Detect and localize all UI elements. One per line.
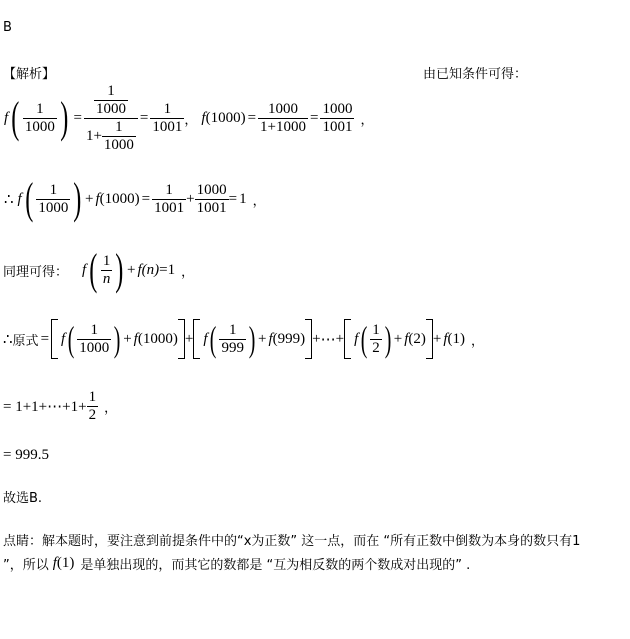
fraction (219, 322, 246, 357)
f-symbol: f (133, 330, 138, 347)
right-paren: ) (248, 319, 256, 359)
same-reason-text: 同理可得： (3, 264, 69, 280)
plus: + (393, 330, 403, 347)
denominator: 1001 (154, 199, 185, 216)
equals: = (159, 261, 168, 278)
equals: = (139, 109, 149, 126)
equation-2 (4, 176, 266, 222)
left-paren: ( (11, 93, 20, 142)
plus: + (257, 330, 267, 347)
fraction (320, 101, 354, 136)
denominator: n (102, 270, 111, 287)
inner-fraction (94, 83, 128, 118)
right-paren: ) (113, 319, 121, 359)
denominator: 999 (221, 339, 244, 356)
equation-1 (4, 78, 374, 158)
left-paren: ( (25, 174, 34, 223)
left-paren: ( (210, 319, 217, 359)
comma: ， (181, 264, 195, 280)
arg-n: (n) (141, 261, 160, 278)
equals: = (73, 109, 82, 126)
fraction-half (87, 389, 99, 424)
denominator: 1000 (103, 136, 134, 153)
left-paren: ( (360, 319, 368, 359)
ellipsis: ⋯ (320, 331, 336, 348)
therefore-symbol: ∴ (4, 191, 14, 208)
comment-line-1: 点睛：解本题时，要注意到前提条件中的“x为正数” 这一点，而在 “所有正数中倒数为本身的数只有1 (3, 534, 581, 549)
arg-1: (1) (447, 330, 466, 347)
right-paren: ) (384, 319, 392, 359)
f-symbol: f (137, 261, 142, 278)
left-bracket (51, 319, 58, 359)
comment-line-2 (3, 553, 470, 573)
fraction (77, 322, 111, 357)
right-bracket (305, 319, 312, 359)
numerator: 1 (150, 101, 184, 119)
equals: = (247, 109, 257, 126)
numerator: 1 (372, 321, 380, 338)
left-bracket (344, 319, 351, 359)
plus: + (123, 330, 132, 347)
denominator: 1001 (322, 118, 353, 135)
fraction (101, 253, 113, 288)
complex-numerator (84, 83, 138, 119)
f-symbol: f (443, 330, 448, 347)
choose-line: 故选B. (3, 491, 43, 506)
left-paren: ( (89, 245, 98, 294)
arg-1000: (1000) (205, 109, 246, 126)
f-symbol: f (201, 109, 206, 126)
f-symbol: f (354, 330, 359, 347)
inner-fraction (102, 119, 136, 154)
numerator: 1 (77, 322, 111, 340)
f-symbol: f (52, 554, 57, 571)
numerator: 1 (36, 182, 70, 200)
denominator: 1000 (95, 100, 126, 117)
denominator: 1000 (79, 339, 110, 356)
comma: ， (104, 400, 118, 416)
fraction (195, 182, 229, 217)
f-symbol: f (82, 261, 87, 278)
arg-1000: (1000) (99, 190, 140, 207)
equals: = (228, 190, 238, 207)
denominator: 1001 (196, 199, 227, 216)
fraction (370, 322, 382, 357)
numerator: 1 (102, 119, 136, 137)
numerator: 1 (88, 388, 97, 405)
right-bracket (426, 319, 433, 359)
sum-expression: = 1+1+⋯+1+ (3, 398, 87, 415)
fraction (258, 101, 308, 136)
f-symbol: f (4, 109, 9, 126)
numerator: 1000 (322, 100, 353, 117)
right-paren: ) (73, 174, 82, 223)
numerator: 1000 (196, 181, 227, 198)
fraction (150, 101, 184, 136)
intro-text: 由已知条件可得： (423, 67, 528, 82)
equation-4 (3, 316, 484, 362)
plus: + (184, 330, 194, 347)
fraction (36, 182, 70, 217)
denominator: 1000 (24, 118, 55, 135)
plus: + (127, 261, 136, 278)
analysis-label: 【解析】 (3, 67, 56, 82)
one: 1 (239, 190, 247, 207)
numerator: 1 (23, 101, 57, 119)
comma: ， (184, 112, 198, 128)
numerator: 1 (94, 83, 128, 101)
numerator: 1 (102, 252, 111, 269)
fraction (152, 182, 186, 217)
plus: + (312, 330, 321, 347)
equals: = (40, 330, 50, 347)
plus: + (85, 190, 94, 207)
one-plus: 1+ (85, 127, 102, 144)
one: 1 (167, 261, 176, 278)
complex-fraction (84, 83, 138, 154)
comment-part-1: ”，所以 (3, 557, 49, 573)
f-symbol: f (95, 190, 100, 207)
f-symbol: f (61, 330, 66, 347)
arg-1000: (1000) (137, 330, 178, 347)
f-symbol: f (203, 330, 208, 347)
right-bracket (178, 319, 185, 359)
answer-letter: B (3, 20, 12, 35)
comma: ， (360, 112, 374, 128)
denominator: 1+1000 (260, 118, 307, 135)
arg-1: (1) (56, 554, 75, 571)
f-symbol: f (17, 190, 22, 207)
denominator: 1000 (38, 199, 69, 216)
plus: + (432, 330, 442, 347)
numerator: 1000 (258, 101, 308, 119)
right-paren: ) (60, 93, 69, 142)
numerator: 1 (219, 322, 246, 340)
plus: + (186, 190, 195, 207)
denominator: 2 (372, 339, 380, 356)
arg-999: (999) (272, 330, 306, 347)
equals: = (310, 109, 319, 126)
denominator: 1001 (152, 118, 183, 135)
complex-denominator (84, 119, 138, 154)
equation-3 (3, 245, 195, 294)
equals: = (141, 190, 151, 207)
plus: + (335, 330, 345, 347)
f-symbol: f (404, 330, 409, 347)
denominator: 2 (88, 406, 97, 423)
left-bracket (193, 319, 200, 359)
left-paren: ( (67, 319, 75, 359)
therefore-symbol: ∴ (3, 331, 13, 348)
result-line: = 999.5 (3, 447, 49, 463)
right-paren: ) (115, 245, 124, 294)
comma: ， (252, 193, 266, 209)
comma: ， (471, 333, 485, 349)
original-expr-label: 原式 (12, 333, 39, 349)
equation-5 (3, 386, 117, 426)
numerator: 1 (152, 182, 186, 200)
fraction (23, 101, 57, 136)
f-symbol: f (268, 330, 273, 347)
arg-2: (2) (408, 330, 426, 347)
comment-part-2: 是单独出现的，而其它的数都是 “互为相反数的两个数成对出现的” . (80, 557, 471, 573)
